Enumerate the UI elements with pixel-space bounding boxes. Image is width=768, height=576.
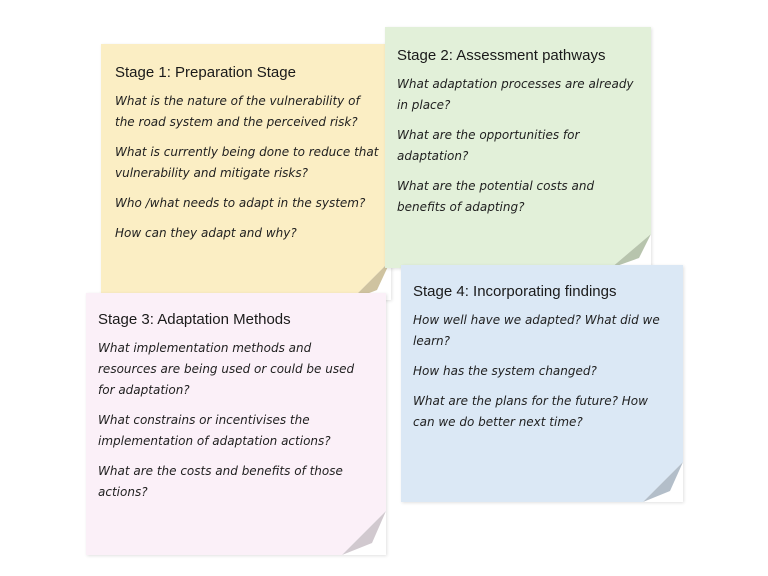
- stage-3-question-3: What are the costs and benefits of those actions?: [98, 464, 343, 499]
- stage-2-page-curl: [611, 234, 651, 268]
- stage-3-question-2: What constrains or incentivises the implementation of adaptation actions?: [98, 413, 331, 448]
- stage-2-question-1: What adaptation processes are already in place?: [397, 77, 634, 112]
- stage-3-title: Stage 3: Adaptation Methods: [98, 311, 291, 328]
- stage-4-question-2: How has the system changed?: [413, 364, 597, 378]
- stage-1-question-1: What is the nature of the vulnerability of the road system and the perceived risk?: [115, 94, 360, 129]
- stage-4-question-1: How well have we adapted? What did we learn?: [413, 313, 660, 348]
- stage-3-note: [86, 293, 386, 555]
- stage-4-question-3: What are the plans for the future? How can we do better next time?: [413, 394, 648, 429]
- stage-4-page-curl: [643, 462, 683, 502]
- stage-4-note: [401, 265, 683, 502]
- stage-1-question-3: Who /what needs to adapt in the system?: [115, 196, 366, 210]
- stage-3-question-1: What implementation methods and resources are being used or could be used for adaptation?: [98, 341, 355, 397]
- stage-2-question-3: What are the potential costs and benefits of adapting?: [397, 179, 595, 214]
- stage-2-title: Stage 2: Assessment pathways: [397, 47, 606, 64]
- stage-4-title: Stage 4: Incorporating findings: [413, 283, 617, 300]
- stage-3-page-curl: [342, 511, 386, 555]
- stage-1-question-2: What is currently being done to reduce that vulnerability and mitigate risks?: [115, 145, 379, 180]
- stage-1-question-4: How can they adapt and why?: [115, 226, 297, 240]
- stage-2-note: [385, 27, 651, 268]
- stage-1-note: [101, 44, 391, 300]
- stage-1-title: Stage 1: Preparation Stage: [115, 64, 296, 81]
- stage-2-question-2: What are the opportunities for adaptation?: [397, 128, 580, 163]
